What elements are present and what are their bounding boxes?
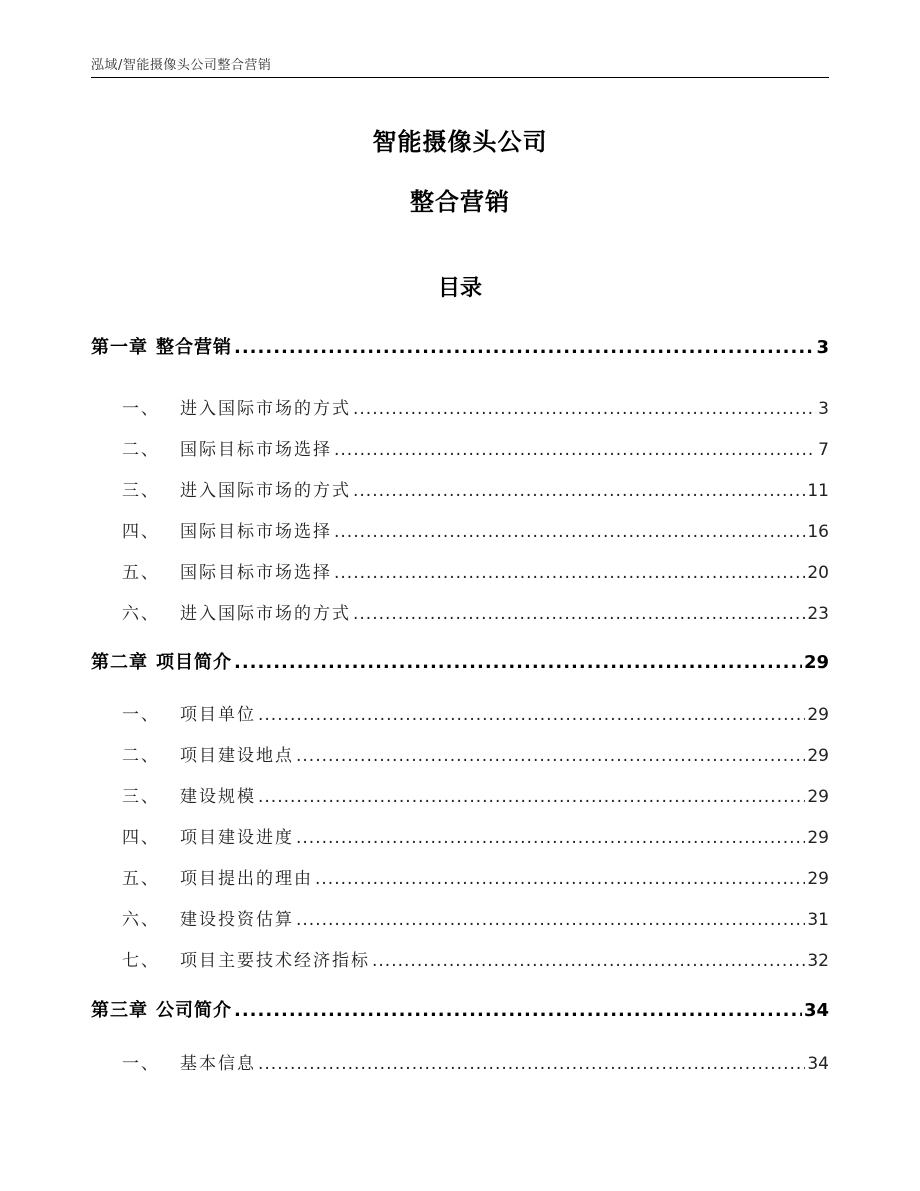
toc-dot-leader: [353, 601, 805, 627]
toc-entry-number: 三、: [122, 787, 160, 807]
toc-entry-label: [91, 784, 256, 810]
toc-entry-label: [91, 1051, 256, 1077]
toc-dot-leader: [296, 907, 805, 933]
toc-entry-label: [91, 335, 232, 361]
toc-dot-leader: [334, 519, 805, 545]
toc-entry-number: 七、: [122, 951, 160, 971]
toc-entry-label: [91, 866, 313, 892]
toc-chapter-entry[interactable]: [91, 998, 829, 1024]
toc-page-number: 34: [803, 1000, 829, 1021]
toc-entry-label: [91, 437, 332, 463]
toc-section-entry[interactable]: [91, 437, 829, 463]
toc-dot-leader: [258, 702, 805, 728]
toc-page-number: 29: [803, 652, 829, 673]
toc-entry-text: 进入国际市场的方式: [180, 604, 351, 624]
toc-dot-leader: [296, 743, 805, 769]
toc-page-number: 7: [818, 440, 829, 460]
toc-entry-label: [91, 601, 351, 627]
toc-dot-leader: [315, 866, 805, 892]
toc-page-number: 29: [807, 746, 829, 766]
toc-section-entry[interactable]: [91, 743, 829, 769]
toc-page-number: 29: [807, 705, 829, 725]
toc-entry-text: 项目单位: [180, 705, 256, 725]
toc-entry-number: 一、: [122, 705, 160, 725]
document-subtitle: 整合营销: [410, 188, 510, 216]
toc-page-number: 29: [807, 869, 829, 889]
toc-dot-leader: [353, 396, 816, 422]
toc-entry-number: 四、: [122, 522, 160, 542]
toc-entry-label: [91, 702, 256, 728]
toc-entry-text: 建设规模: [180, 787, 256, 807]
toc-section-entry[interactable]: [91, 948, 829, 974]
toc-dot-leader: [234, 650, 802, 676]
toc-dot-leader: [334, 560, 805, 586]
toc-entry-text: 项目建设地点: [180, 746, 294, 766]
toc-entry-number: 六、: [122, 910, 160, 930]
toc-chapter-entry[interactable]: [91, 650, 829, 676]
toc-chapter-entry[interactable]: [91, 335, 829, 361]
toc-section-entry[interactable]: [91, 396, 829, 422]
toc-entry-text: 国际目标市场选择: [180, 563, 332, 583]
toc-entry-text: 国际目标市场选择: [180, 522, 332, 542]
toc-entry-number: 五、: [122, 563, 160, 583]
toc-entry-text: 项目简介: [156, 652, 232, 673]
toc-entry-label: [91, 478, 351, 504]
toc-section-entry[interactable]: [91, 560, 829, 586]
toc-section-entry[interactable]: [91, 1051, 829, 1077]
toc-entry-label: [91, 743, 294, 769]
toc-entry-number: 一、: [122, 399, 160, 419]
toc-page-number: 3: [816, 337, 829, 358]
toc-entry-text: 项目主要技术经济指标: [180, 951, 370, 971]
toc-page-number: 32: [807, 951, 829, 971]
toc-section-entry[interactable]: [91, 601, 829, 627]
toc-entry-text: 国际目标市场选择: [180, 440, 332, 460]
toc-section-entry[interactable]: [91, 907, 829, 933]
toc-entry-number: 第三章: [91, 1000, 148, 1021]
toc-section-entry[interactable]: [91, 702, 829, 728]
toc-entry-number: 三、: [122, 481, 160, 501]
toc-entry-text: 整合营销: [156, 337, 232, 358]
toc-entry-number: 四、: [122, 828, 160, 848]
toc-page-number: 11: [807, 481, 829, 501]
toc-page-number: 3: [818, 399, 829, 419]
document-title: 智能摄像头公司: [372, 128, 548, 156]
toc-section-entry[interactable]: [91, 519, 829, 545]
toc-entry-text: 项目提出的理由: [180, 869, 313, 889]
toc-entry-number: 二、: [122, 440, 160, 460]
toc-page-number: 16: [807, 522, 829, 542]
toc-section-entry[interactable]: [91, 784, 829, 810]
toc-entry-number: 第二章: [91, 652, 148, 673]
toc-dot-leader: [372, 948, 805, 974]
toc-entry-label: [91, 396, 351, 422]
toc-entry-number: 一、: [122, 1054, 160, 1074]
toc-entry-label: [91, 948, 370, 974]
toc-entry-label: [91, 560, 332, 586]
toc-page-number: 23: [807, 604, 829, 624]
toc-dot-leader: [296, 825, 805, 851]
toc-entry-text: 公司简介: [156, 1000, 232, 1021]
toc-page-number: 34: [807, 1054, 829, 1074]
toc-dot-leader: [234, 335, 814, 361]
toc-entry-text: 项目建设进度: [180, 828, 294, 848]
toc-page-number: 20: [807, 563, 829, 583]
toc-entry-label: [91, 825, 294, 851]
toc-dot-leader: [353, 478, 805, 504]
running-header: 泓域/智能摄像头公司整合营销: [91, 58, 272, 73]
header-rule: [91, 77, 829, 78]
toc-entry-text: 进入国际市场的方式: [180, 399, 351, 419]
toc-section-entry[interactable]: [91, 866, 829, 892]
toc-page-number: 31: [807, 910, 829, 930]
toc-entry-text: 进入国际市场的方式: [180, 481, 351, 501]
toc-section-entry[interactable]: [91, 478, 829, 504]
toc-dot-leader: [234, 998, 802, 1024]
toc-entry-text: 基本信息: [180, 1054, 256, 1074]
toc-entry-label: [91, 907, 294, 933]
toc-section-entry[interactable]: [91, 825, 829, 851]
toc-entry-label: [91, 650, 232, 676]
toc-entry-label: [91, 519, 332, 545]
toc-dot-leader: [334, 437, 816, 463]
toc-entry-number: 六、: [122, 604, 160, 624]
toc-entry-text: 建设投资估算: [180, 910, 294, 930]
toc-entry-number: 二、: [122, 746, 160, 766]
toc-page-number: 29: [807, 787, 829, 807]
toc-dot-leader: [258, 784, 805, 810]
toc-entry-number: 第一章: [91, 337, 148, 358]
toc-entry-label: [91, 998, 232, 1024]
toc-entry-number: 五、: [122, 869, 160, 889]
toc-dot-leader: [258, 1051, 805, 1077]
toc-page-number: 29: [807, 828, 829, 848]
toc-heading: 目录: [437, 276, 482, 301]
